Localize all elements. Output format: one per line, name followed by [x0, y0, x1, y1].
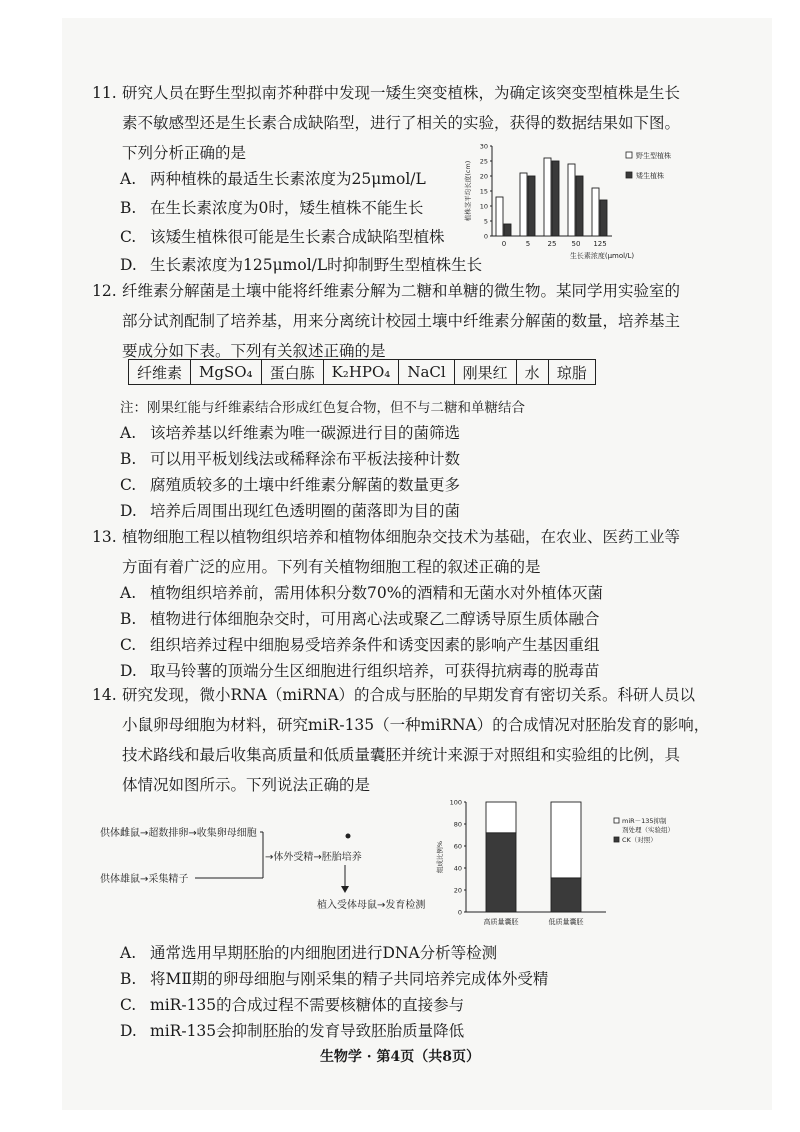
q13-option-c[interactable]: C. 组织培养过程中细胞易受培养条件和诱变因素的影响产生基因重组: [120, 636, 600, 654]
flow-dot: [346, 834, 351, 839]
ivf-flow-diagram: [95, 820, 435, 920]
q12-stem-line-1: 纤维素分解菌是土壤中能将纤维素分解为二糖和单糖的微生物。某同学用实验室的: [122, 282, 681, 300]
table-cell: K₂HPO₄: [323, 360, 399, 385]
q14-number: 14.: [92, 686, 117, 704]
table-cell: NaCl: [399, 360, 454, 385]
bar-wild-type: [520, 173, 527, 236]
y-axis-label: 组成比例%: [436, 840, 444, 874]
y-tick-label: 30: [479, 142, 488, 151]
bar-segment-experimental: [486, 802, 516, 833]
y-tick-label: 0: [483, 232, 488, 241]
table-cell: 纤维素: [129, 360, 191, 385]
x-tick-label: 0: [501, 240, 507, 248]
table-cell: 琼脂: [548, 360, 595, 385]
q12-option-d[interactable]: D. 培养后周围出现红色透明圈的菌落即为目的菌: [120, 502, 461, 520]
q14-stem-line-3: 技术路线和最后收集高质量和低质量囊胚并统计来源于对照组和实验组的比例，具: [122, 746, 681, 764]
q11-option-c[interactable]: C. 该矮生植株很可能是生长素合成缺陷型植株: [120, 228, 445, 246]
bar-dwarf: [600, 200, 607, 236]
q12-option-b[interactable]: B. 可以用平板划线法或稀释涂布平板法接种计数: [120, 450, 461, 468]
x-tick-label: 25: [547, 240, 557, 248]
q11-option-d[interactable]: D. 生长素浓度为125μmol/L时抑制野生型植株生长: [120, 256, 483, 274]
q14-stem-line-4: 体情况如图所示。下列说法正确的是: [122, 776, 371, 794]
q14-stem-line-2: 小鼠卵母细胞为材料，研究miR-135（一种miRNA）的合成情况对胚胎发育的影响，: [122, 716, 710, 734]
y-tick-label: 5: [483, 217, 488, 226]
y-tick-label: 80: [453, 820, 462, 829]
y-axis-label: 植株茎平均长度(cm): [464, 160, 472, 222]
bar-dwarf: [528, 176, 535, 236]
bar-dwarf: [576, 176, 583, 236]
table-cell: 水: [516, 360, 548, 385]
x-tick-label: 125: [593, 240, 607, 248]
y-tick-label: 0: [457, 908, 462, 917]
y-tick-label: 100: [449, 798, 462, 807]
q12-note: 注：刚果红能与纤维素结合形成红色复合物，但不与二糖和单糖结合: [120, 400, 525, 416]
table-cell: 刚果红: [454, 360, 516, 385]
y-tick-label: 60: [453, 842, 462, 851]
q12-option-c[interactable]: C. 腐殖质较多的土壤中纤维素分解菌的数量更多: [120, 476, 461, 494]
bar-wild-type: [496, 197, 503, 236]
q14-option-d[interactable]: D. miR-135会抑制胚胎的发育导致胚胎质量降低: [120, 1022, 465, 1040]
x-tick-label: 50: [571, 240, 581, 248]
y-tick-label: 20: [479, 172, 488, 181]
flow-male-step: 供体雄鼠→采集精子: [100, 874, 189, 885]
q11-stem-line-1: 研究人员在野生型拟南芥种群中发现一矮生突变植株，为确定该突变型植株是生长: [122, 84, 681, 102]
q12-number: 12.: [92, 282, 117, 300]
page-footer: 生物学 · 第4页（共8页）: [319, 1049, 481, 1065]
q13-stem-line-1: 植物细胞工程以植物组织培养和植物体细胞杂交技术为基础，在农业、医药工业等: [122, 528, 681, 546]
x-tick-label: 高质量囊胚: [483, 918, 519, 926]
bar-segment-experimental: [551, 802, 581, 878]
medium-composition-table: [128, 359, 596, 385]
q14-stem-line-1: 研究发现，微小RNA（miRNA）的合成与胚胎的早期发育有密切关系。科研人员以: [122, 686, 696, 704]
q14-option-a[interactable]: A. 通常选用早期胚胎的内细胞团进行DNA分析等检测: [120, 944, 498, 962]
q11-option-a[interactable]: A. 两种植株的最适生长素浓度为25μmol/L: [120, 170, 426, 188]
legend-label: miR－135抑制: [622, 817, 667, 825]
q11-number: 11.: [92, 84, 117, 102]
flow-transfer-step: 植入受体母鼠→发育检测: [317, 900, 426, 911]
bar-wild-type: [592, 188, 599, 236]
legend-label: 野生型植株: [636, 152, 671, 160]
bar-dwarf: [552, 161, 559, 236]
x-tick-label: 低质量囊胚: [548, 918, 584, 926]
legend-label: 剂处理（实验组）: [622, 826, 674, 834]
q12-stem-line-2: 部分试剂配制了培养基，用来分离统计校园土壤中纤维素分解菌的数量，培养基主: [122, 312, 681, 330]
table-cell: 蛋白胨: [261, 360, 323, 385]
q11-bar-chart: [462, 140, 702, 265]
q12-stem-line-3: 要成分如下表。下列有关叙述正确的是: [122, 342, 386, 360]
q13-option-a[interactable]: A. 植物组织培养前，需用体积分数70%的酒精和无菌水对外植体灭菌: [120, 584, 603, 602]
x-tick-label: 5: [525, 240, 531, 248]
x-axis-label: 生长素浓度(μmol/L): [569, 252, 635, 260]
y-tick-label: 10: [479, 202, 488, 211]
flow-ivf-step: →体外受精→胚胎培养: [265, 852, 362, 863]
legend-swatch: [626, 172, 632, 178]
q14-option-c[interactable]: C. miR-135的合成过程不需要核糖体的直接参与: [120, 996, 465, 1014]
legend-label: CK（对照）: [622, 836, 657, 844]
q11-stem-line-3: 下列分析正确的是: [122, 144, 247, 162]
bar-wild-type: [544, 158, 551, 236]
y-tick-label: 15: [479, 187, 488, 196]
q12-stem: [92, 276, 680, 366]
q14-stacked-bar-chart: [432, 792, 702, 934]
q14-option-b[interactable]: B. 将MⅡ期的卵母细胞与刚采集的精子共同培养完成体外受精: [120, 970, 549, 988]
legend-swatch: [614, 818, 619, 823]
y-tick-label: 20: [453, 886, 462, 895]
q13-option-b[interactable]: B. 植物进行体细胞杂交时，可用离心法或聚乙二醇诱导原生质体融合: [120, 610, 600, 628]
q13-option-d[interactable]: D. 取马铃薯的顶端分生区细胞进行组织培养，可获得抗病毒的脱毒苗: [120, 662, 600, 680]
legend-swatch: [614, 837, 619, 842]
bar-segment-control: [551, 878, 581, 912]
table-cell: MgSO₄: [191, 360, 262, 385]
legend-swatch: [626, 152, 632, 158]
legend-label: 矮生植株: [636, 172, 664, 180]
q13-stem: [92, 522, 680, 582]
y-tick-label: 40: [453, 864, 462, 873]
q13-number: 13.: [92, 528, 117, 546]
bar-dwarf: [504, 224, 511, 236]
q11-option-b[interactable]: B. 在生长素浓度为0时，矮生植株不能生长: [120, 199, 424, 217]
bar-segment-control: [486, 833, 516, 912]
q12-option-a[interactable]: A. 该培养基以纤维素为唯一碳源进行目的菌筛选: [120, 424, 461, 442]
q14-stem: [92, 680, 709, 800]
bar-wild-type: [568, 164, 575, 236]
q13-stem-line-2: 方面有着广泛的应用。下列有关植物细胞工程的叙述正确的是: [122, 558, 541, 576]
flow-arrowhead: [341, 886, 349, 893]
y-tick-label: 25: [479, 157, 488, 166]
flow-female-step: 供体雌鼠→超数排卵→收集卵母细胞: [100, 828, 257, 839]
q11-stem-line-2: 素不敏感型还是生长素合成缺陷型，进行了相关的实验，获得的数据结果如下图。: [122, 114, 681, 132]
